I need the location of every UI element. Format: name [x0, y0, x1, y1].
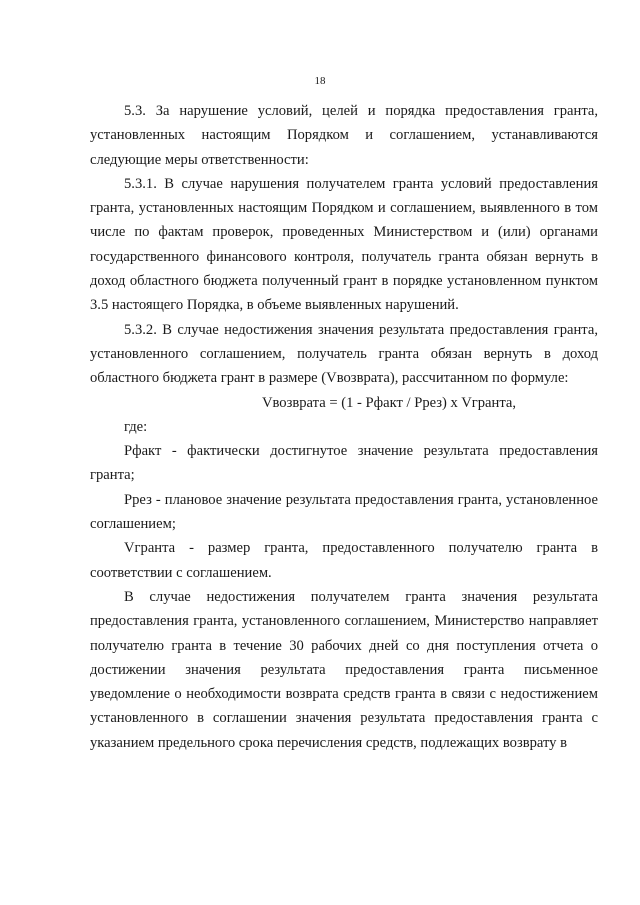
where-label: где:: [124, 418, 148, 435]
document-body: [90, 99, 598, 755]
page-number: 18: [314, 75, 326, 87]
definition-rfakt: Рфакт - фактически достигнутое значение результата предоставления гранта;: [90, 443, 598, 484]
paragraph-notification: В случае недостижения получателем гранта значения результата предоставления гранта, установленного соглашением, Министерство направляет получателю гранта в течение 30 рабочих дней со дня поступления отчета о достижении значения результата предоставления гранта письменное уведомление о необходимости возврата средств гранта в связи с недостижением установленного в соглашении значения результата предоставления гранта с указанием предельного срока перечисления средств, подлежащих возврату в: [90, 588, 598, 751]
return-formula: Vвозврата = (1 - Рфакт / Ррез) x Vгранта,: [261, 394, 517, 411]
definition-vgranta: Vгранта - размер гранта, предоставленного получателю гранта в соответствии с соглашением.: [90, 540, 598, 581]
paragraph-5-3-1: 5.3.1. В случае нарушения получателем гранта условий предоставления гранта, установленных настоящим Порядком и соглашением, выявленного в том числе по фактам проверок, проведенных Министерством и (или) органами государственного финансового контроля, получатель гранта обязан вернуть в доход областного бюджета полученный грант в порядке установленном пунктом 3.5 настоящего Порядка, в объеме выявленных нарушений.: [90, 175, 598, 314]
definition-rrez: Ррез - плановое значение результата предоставления гранта, установленное соглашением;: [90, 491, 598, 533]
paragraph-5-3-2: 5.3.2. В случае недостижения значения результата предоставления гранта, установленного соглашением, получатель гранта обязан вернуть в доход областного бюджета грант в размере (Vвозврата), рассчитанном по формуле:: [90, 321, 598, 387]
paragraph-5-3: 5.3. За нарушение условий, целей и порядка предоставления гранта, установленных настоящим Порядком и соглашением, устанавливаются следующие меры ответственности:: [90, 103, 598, 168]
